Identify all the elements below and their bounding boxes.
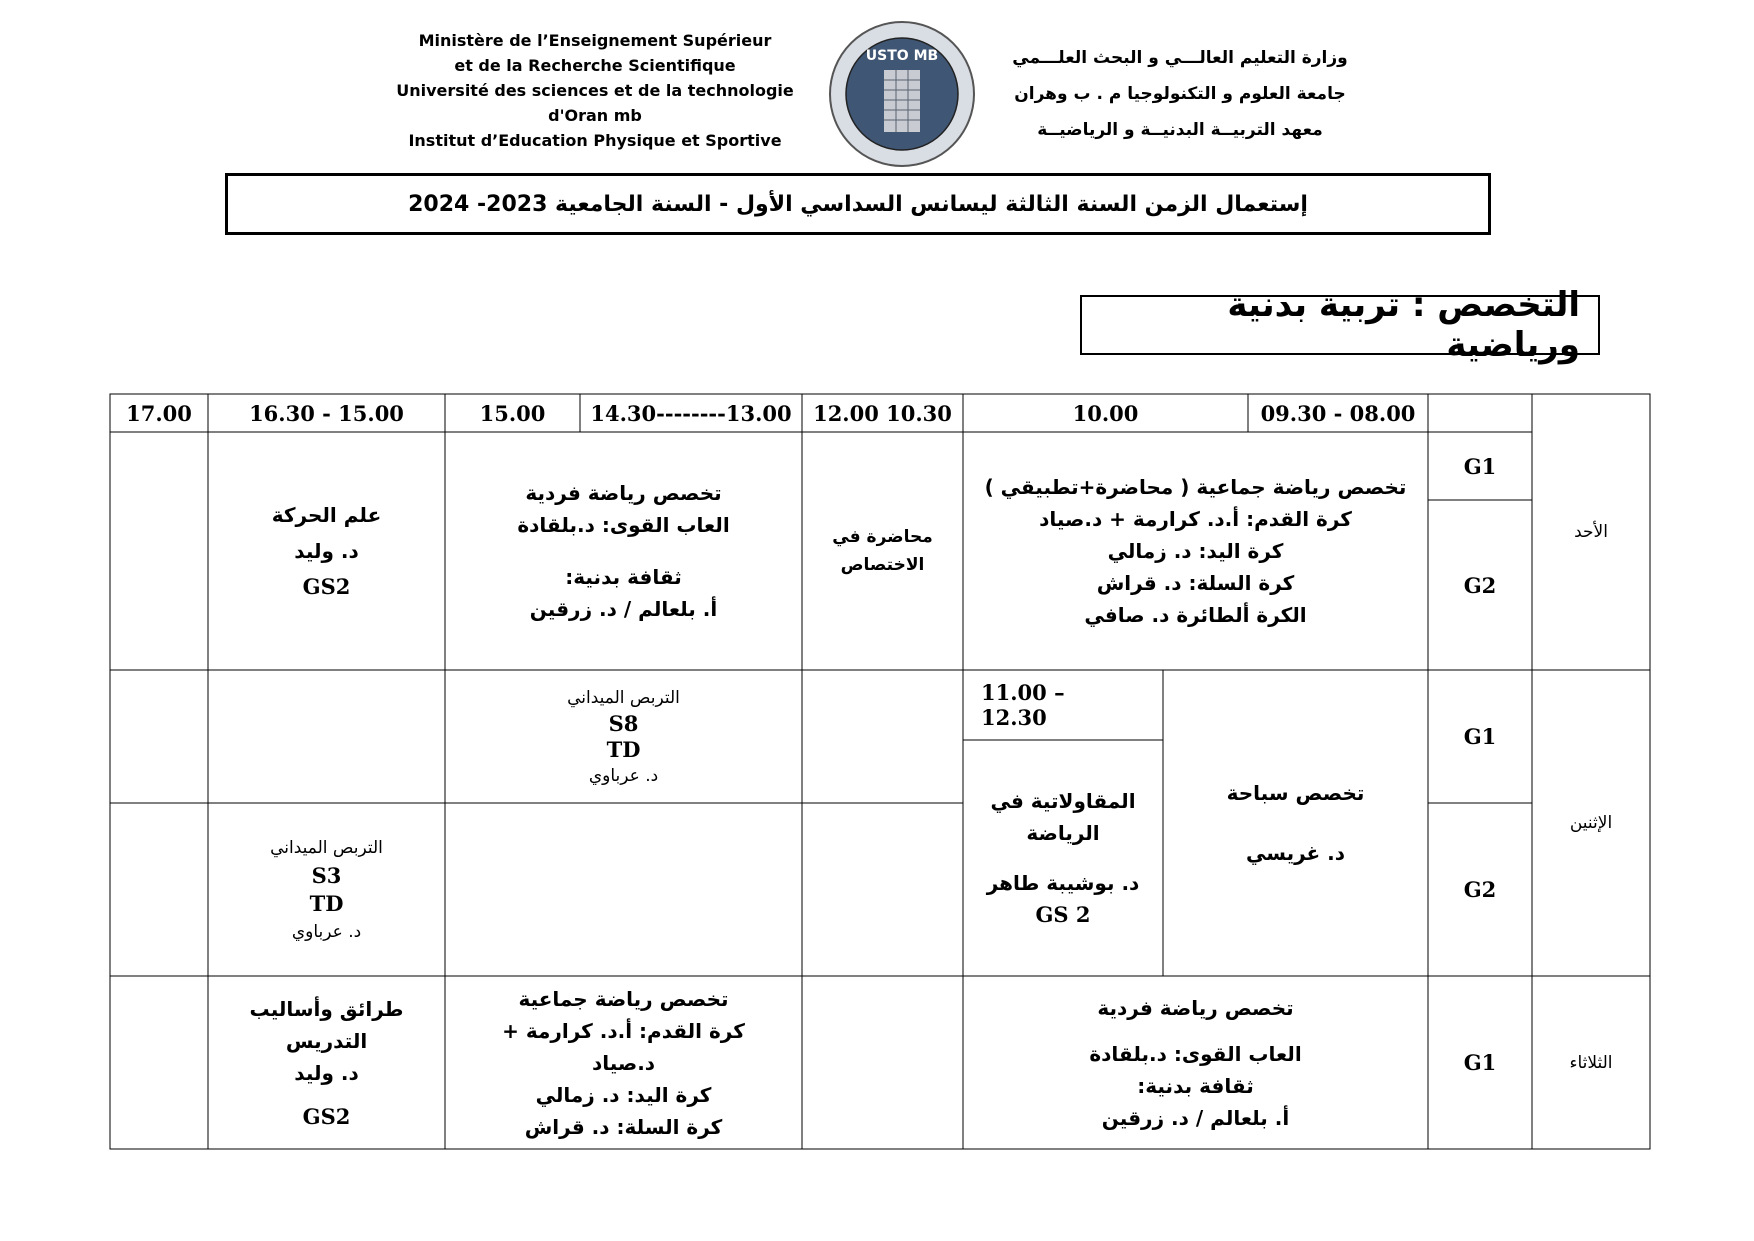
specialty-text: التخصص : تربية بدنية ورياضية [1227,285,1580,365]
course-line: الاختصاص [840,555,925,575]
tuesday-team-sports-course [445,976,802,1149]
course-line: الكرة ألطائرة د. صافي [1084,603,1307,627]
monday-swimming-course [1163,670,1428,976]
room-label: GS2 [302,1103,351,1129]
course-line: د. بوشيبة طاهر [986,871,1140,895]
sunday-team-sports-course [963,432,1428,670]
session-type: TD [309,890,344,916]
time-header-1030-12: 12.00 10.30 [813,400,952,426]
course-line: أ. بلعالم / د. زرقين [1101,1105,1290,1130]
course-code: S3 [311,862,342,888]
course-line: تخصص رياضة جماعية [518,986,729,1011]
sunday-kinesiology-course [208,432,445,670]
header-fr-line: Ministère de l’Enseignement Supérieur [418,31,772,50]
course-line: كرة القدم: أ.د. كرارمة + [502,1018,745,1043]
group-label: G1 [1463,724,1497,749]
sunday-individual-sports-course [445,432,802,670]
course-line: تخصص رياضة فردية [525,481,722,505]
time-header-13-1430: 14.30--------13.00 [590,400,792,426]
course-code: S8 [608,710,639,736]
group-label: G2 [1463,877,1497,902]
course-line: كرة القدم: أ.د. كرارمة + د.صياد [1039,507,1352,531]
room-label: GS2 [302,574,351,599]
course-line: التدريس [285,1028,368,1053]
course-line: الرياضة [1026,821,1100,845]
header-ar-line: وزارة التعليم العالـــي و البحث العلـــمي [1012,48,1348,68]
monday-entrepreneurship-course [963,740,1163,976]
monday-field-internship-g1 [445,670,802,803]
time-header-15: 15.00 [479,400,546,426]
time-header-08-0930: 09.30 - 08.00 [1260,400,1416,426]
time-note-line: 12.30 [981,705,1047,730]
course-line: د. وليد [294,539,359,563]
course-line: العاب القوى: د.بلقادة [1089,1041,1302,1066]
time-header-15-1630: 16.30 - 15.00 [249,400,404,426]
course-line: العاب القوى: د.بلقادة [517,513,730,537]
course-line: د. وليد [294,1060,359,1085]
room-label: GS 2 [1035,902,1091,927]
header-fr-line: Institut d’Education Physique et Sportive [408,131,782,150]
course-line: علم الحركة [271,503,382,527]
course-line: كرة اليد: د. زمالي [535,1082,712,1107]
header-ar-line: جامعة العلوم و التكنولوجيا م . ب وهران [1014,84,1346,104]
session-type: TD [606,736,641,762]
tuesday-teaching-methods-course [208,976,445,1149]
course-line: كرة السلة: د. قراش [524,1114,723,1139]
header-fr-line: d'Oran mb [548,106,642,125]
course-line: المقاولاتية في [990,789,1136,813]
course-line: طرائق وأساليب [249,996,404,1021]
header-ar-line: معهد التربيــة البدنيــة و الرياضيــة [1037,120,1323,140]
course-line: أ. بلعالم / د. زرقين [529,597,718,621]
monday-time-note [963,670,1163,740]
course-line: التربص الميداني [270,837,383,858]
course-line: ثقافة بدنية: [565,565,682,589]
header-fr-line: Université des sciences et de la technologie [396,81,794,100]
course-line: د. غريسي [1245,841,1346,865]
time-header-17: 17.00 [126,400,192,426]
course-line: التربص الميداني [567,687,680,708]
sunday-specialty-lecture [802,432,963,670]
course-line: تخصص رياضة فردية [1097,995,1294,1020]
time-note-line: 11.00 – [981,680,1065,705]
day-monday: الإثنين [1569,813,1613,833]
day-sunday: الأحد [1574,522,1608,542]
course-line: د.صياد [591,1050,656,1075]
course-line: ثقافة بدنية: [1137,1073,1254,1098]
group-label: G2 [1463,572,1497,598]
tuesday-individual-sports-course [963,976,1428,1149]
day-tuesday: الثلاثاء [1569,1052,1613,1073]
course-line: كرة السلة: د. قراش [1096,571,1295,595]
course-line: محاضرة في [832,527,933,547]
course-line: د. عرباوي [588,765,659,786]
course-line: تخصص سباحة [1226,781,1365,805]
header-fr-line: et de la Recherche Scientifique [454,56,736,75]
group-label: G1 [1463,1050,1497,1075]
group-label: G1 [1463,453,1497,479]
course-line: د. عرباوي [291,921,362,942]
course-line: تخصص رياضة جماعية ( محاضرة+تطبيقي ) [984,475,1407,499]
logo-text: USTO MB [865,48,939,64]
monday-field-internship-g2 [208,803,445,976]
course-line: كرة اليد: د. زمالي [1107,539,1284,563]
time-header-10: 10.00 [1072,400,1139,426]
page-title-text: إستعمال الزمن السنة الثالثة ليسانس السداسي الأول - السنة الجامعية 2023- 2024 [408,191,1308,217]
